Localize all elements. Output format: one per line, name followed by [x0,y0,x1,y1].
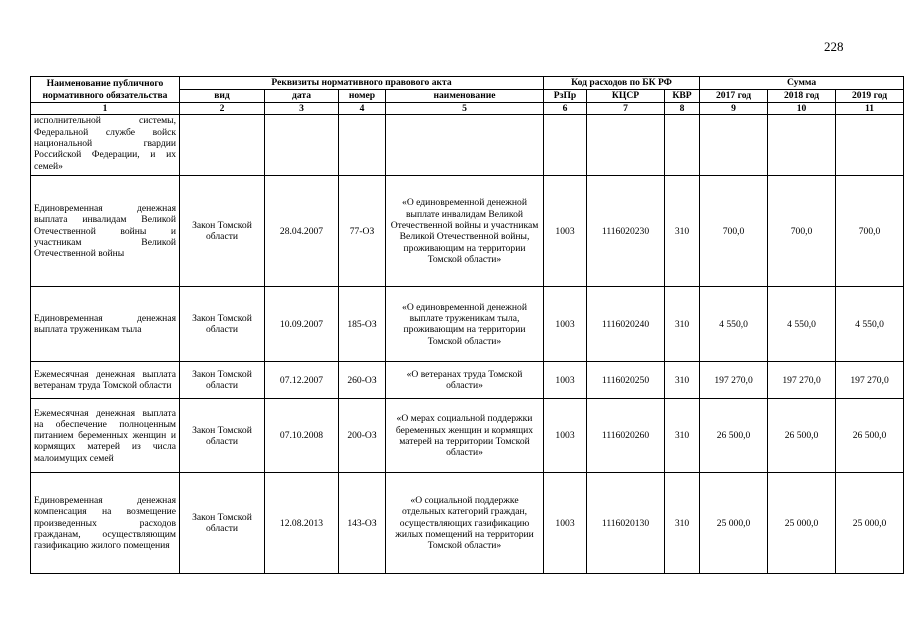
act-number: 77-ОЗ [339,176,386,287]
table-row [31,362,904,399]
header-type: вид [180,90,265,103]
obligation-name: исполнительной системы, Федеральной службе войск национальной гвардии Российской Федерации, и их семей» [31,115,180,176]
header-title: наименование [386,90,544,103]
header-sum: Сумма [700,77,904,90]
code-kvr [665,115,700,176]
page-number: 228 [824,39,844,54]
column-number: 8 [665,103,700,115]
code-rzpr: 1003 [544,473,587,574]
header-kcsr: КЦСР [587,90,665,103]
sum-2018: 700,0 [768,176,836,287]
sum-2019: 26 500,0 [836,399,904,473]
act-title: «О мерах социальной поддержки беременных женщин и кормящих матерей на территории Томской области» [386,399,544,473]
code-rzpr: 1003 [544,176,587,287]
obligation-name: Единовременная денежная компенсация на возмещение произведенных расходов гражданам, осуществляющим газификацию жилого помещения [31,473,180,574]
act-date [265,115,339,176]
act-date: 12.08.2013 [265,473,339,574]
act-type: Закон Томской области [180,362,265,399]
sum-2019: 700,0 [836,176,904,287]
column-number: 4 [339,103,386,115]
header-kvr: КВР [665,90,700,103]
act-type: Закон Томской области [180,473,265,574]
column-number: 9 [700,103,768,115]
column-number: 1 [31,103,180,115]
code-rzpr: 1003 [544,362,587,399]
code-kvr: 310 [665,362,700,399]
code-kvr: 310 [665,287,700,362]
obligation-name: Единовременная денежная выплата труженикам тыла [31,287,180,362]
header-number: номер [339,90,386,103]
act-title: «О единовременной денежной выплате труженикам тыла, проживающим на территории Томской области» [386,287,544,362]
act-title: «О ветеранах труда Томской области» [386,362,544,399]
code-kcsr: 1116020240 [587,287,665,362]
sum-2018: 26 500,0 [768,399,836,473]
sum-2017: 26 500,0 [700,399,768,473]
obligation-name: Ежемесячная денежная выплата ветеранам труда Томской области [31,362,180,399]
column-number: 6 [544,103,587,115]
column-number-row [31,103,904,115]
sum-2019 [836,115,904,176]
column-number: 11 [836,103,904,115]
table-row [31,176,904,287]
act-number: 143-ОЗ [339,473,386,574]
code-kcsr: 1116020260 [587,399,665,473]
sum-2017: 700,0 [700,176,768,287]
sum-2018: 4 550,0 [768,287,836,362]
act-date: 07.10.2008 [265,399,339,473]
act-title [386,115,544,176]
table-row [31,115,904,176]
code-kcsr: 1116020230 [587,176,665,287]
sum-2017 [700,115,768,176]
sum-2018: 197 270,0 [768,362,836,399]
obligation-name: Ежемесячная денежная выплата на обеспечение полноценным питанием беременных женщин и кормящих матерей из числа малоимущих семей [31,399,180,473]
obligations-table [30,76,904,574]
column-number: 10 [768,103,836,115]
act-number: 185-ОЗ [339,287,386,362]
column-number: 5 [386,103,544,115]
code-kvr: 310 [665,473,700,574]
act-title: «О социальной поддержке отдельных категорий граждан, осуществляющих газификацию жилых помещений на территории Томской области» [386,473,544,574]
act-title: «О единовременной денежной выплате инвалидам Великой Отечественной войны и участникам Великой Отечественной войны, проживающим на территории Томской области» [386,176,544,287]
act-date: 28.04.2007 [265,176,339,287]
code-kcsr [587,115,665,176]
table-row [31,287,904,362]
act-date: 07.12.2007 [265,362,339,399]
act-date: 10.09.2007 [265,287,339,362]
code-rzpr: 1003 [544,399,587,473]
act-type [180,115,265,176]
code-kvr: 310 [665,399,700,473]
sum-2017: 25 000,0 [700,473,768,574]
sum-2017: 197 270,0 [700,362,768,399]
header-act-requisites: Реквизиты нормативного правового акта [180,77,544,90]
column-number: 7 [587,103,665,115]
sum-2017: 4 550,0 [700,287,768,362]
table-row [31,399,904,473]
header-date: дата [265,90,339,103]
act-number [339,115,386,176]
code-kcsr: 1116020250 [587,362,665,399]
header-2018: 2018 год [768,90,836,103]
obligation-name: Единовременная денежная выплата инвалидам Великой Отечественной войны и участникам Великой Отечественной войны [31,176,180,287]
header-2017: 2017 год [700,90,768,103]
sum-2019: 4 550,0 [836,287,904,362]
act-number: 260-ОЗ [339,362,386,399]
act-type: Закон Томской области [180,399,265,473]
code-kcsr: 1116020130 [587,473,665,574]
act-type: Закон Томской области [180,176,265,287]
code-kvr: 310 [665,176,700,287]
code-rzpr: 1003 [544,287,587,362]
header-2019: 2019 год [836,90,904,103]
sum-2018 [768,115,836,176]
code-rzpr [544,115,587,176]
sum-2019: 25 000,0 [836,473,904,574]
table-row [31,473,904,574]
act-number: 200-ОЗ [339,399,386,473]
column-number: 3 [265,103,339,115]
sum-2018: 25 000,0 [768,473,836,574]
header-expense-code: Код расходов по БК РФ [544,77,700,90]
column-number: 2 [180,103,265,115]
sum-2019: 197 270,0 [836,362,904,399]
header-obligation-name: Наименование публичного нормативного обязательства [31,77,180,103]
header-rzpr: РзПр [544,90,587,103]
act-type: Закон Томской области [180,287,265,362]
